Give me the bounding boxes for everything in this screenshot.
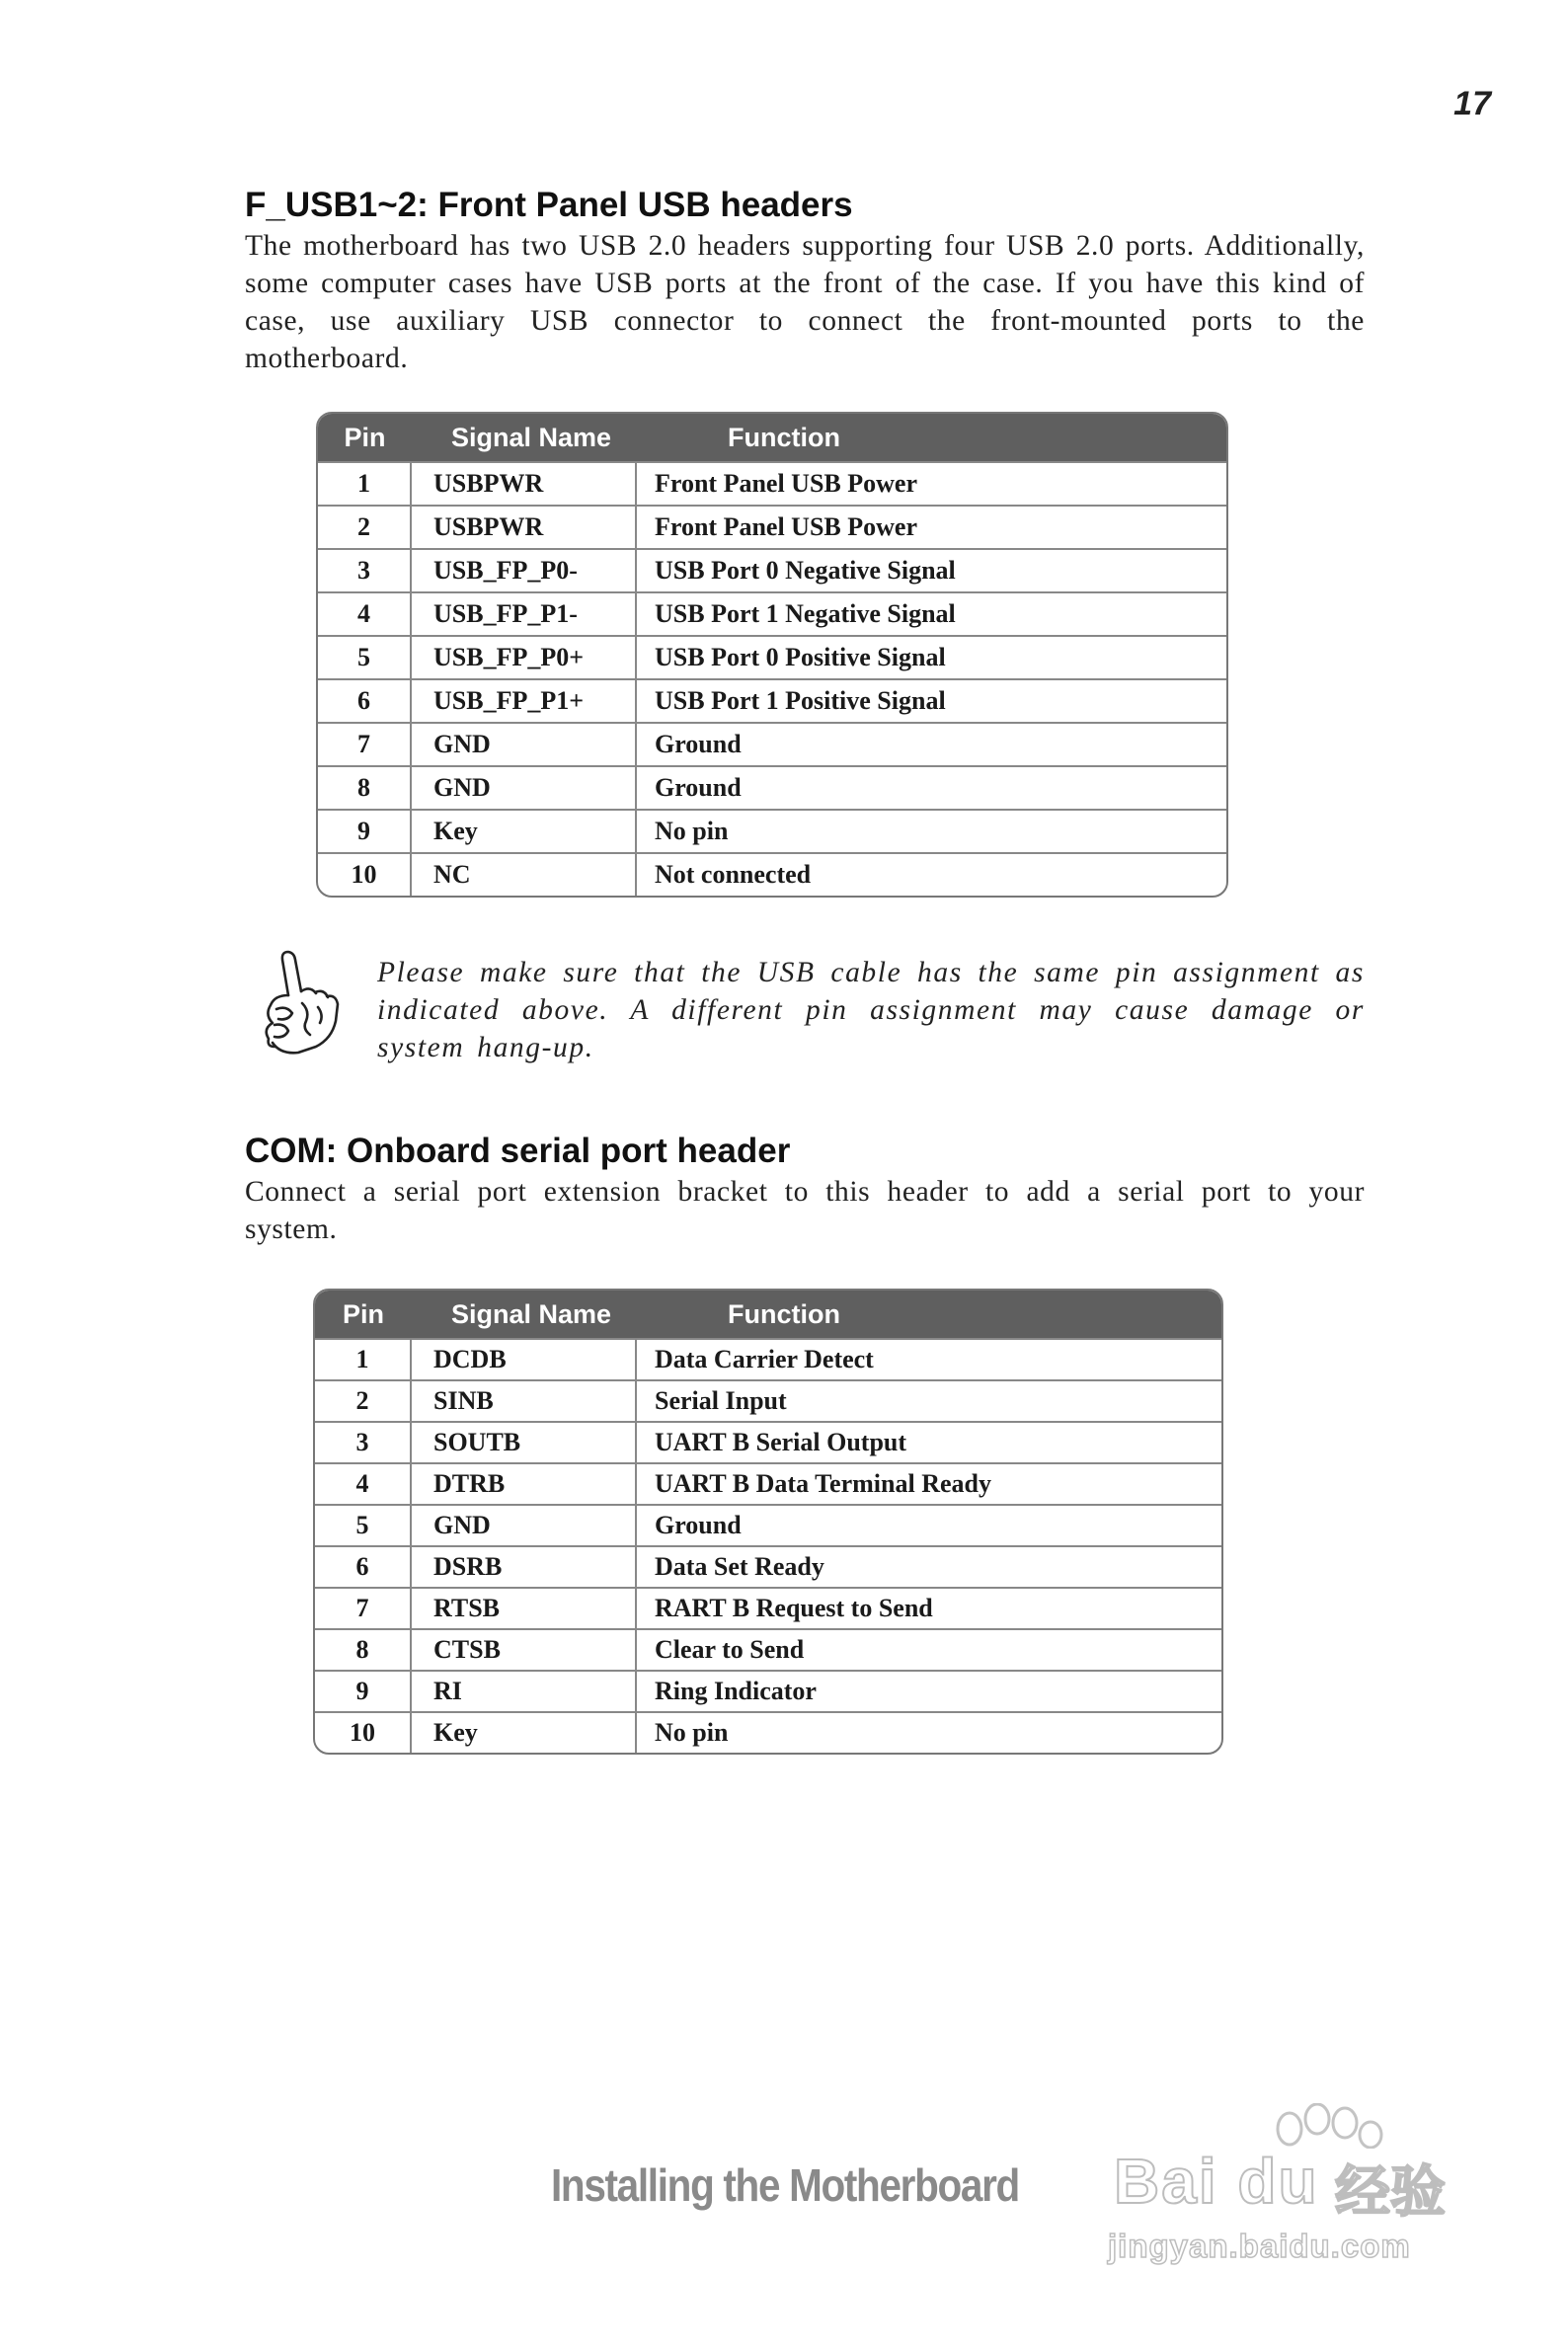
pin-number-cell: 8	[318, 765, 412, 809]
table-row	[315, 1462, 1221, 1504]
table-row	[315, 1379, 1221, 1421]
function-cell: Data Carrier Detect	[637, 1338, 1221, 1379]
table-row	[318, 505, 1226, 548]
signal-name-cell: USB_FP_P0+	[412, 635, 637, 678]
pin-number-cell: 5	[315, 1504, 412, 1545]
pin-number-cell: 7	[315, 1587, 412, 1628]
table-row	[318, 461, 1226, 505]
footer-chapter-title: Installing the Motherboard	[551, 2159, 1019, 2211]
table-row	[318, 635, 1226, 678]
signal-name-cell: DSRB	[412, 1545, 637, 1587]
table-header-row	[315, 1291, 1221, 1338]
function-cell: Data Set Ready	[637, 1545, 1221, 1587]
table-row	[315, 1670, 1221, 1711]
signal-name-cell: GND	[412, 722, 637, 765]
column-header-pin: Pin	[315, 1291, 412, 1338]
pointing-hand-icon	[259, 950, 346, 1057]
table-row	[315, 1587, 1221, 1628]
com-pin-table	[313, 1289, 1223, 1755]
signal-name-cell: GND	[412, 1504, 637, 1545]
pin-number-cell: 6	[318, 678, 412, 722]
table-row	[318, 809, 1226, 852]
function-cell: RART B Request to Send	[637, 1587, 1221, 1628]
signal-name-cell: SINB	[412, 1379, 637, 1421]
function-cell: No pin	[637, 809, 1226, 852]
function-cell: USB Port 0 Positive Signal	[637, 635, 1226, 678]
table-row	[318, 722, 1226, 765]
paw-logo-icon	[1254, 2103, 1402, 2149]
pin-number-cell: 1	[318, 461, 412, 505]
signal-name-cell: USBPWR	[412, 505, 637, 548]
function-cell: Not connected	[637, 852, 1226, 896]
signal-name-cell: USBPWR	[412, 461, 637, 505]
column-header-pin: Pin	[318, 414, 412, 461]
function-cell: Ground	[637, 765, 1226, 809]
table-row	[315, 1338, 1221, 1379]
column-header-signal-name: Signal Name	[412, 414, 637, 461]
pin-number-cell: 1	[315, 1338, 412, 1379]
usb-section-intro: The motherboard has two USB 2.0 headers supporting four USB 2.0 ports. Additionally, some computer cases have USB ports at the front of the case. If you have this kind of case, use auxiliary USB connector to connect the front-mounted ports to the motherboard.	[245, 230, 1365, 374]
watermark-cn-text: 经验	[1335, 2160, 1446, 2223]
pin-number-cell: 8	[315, 1628, 412, 1670]
pin-number-cell: 3	[318, 548, 412, 591]
pin-number-cell: 4	[315, 1462, 412, 1504]
column-header-signal-name: Signal Name	[412, 1291, 637, 1338]
watermark-url-text: jingyan.baidu.com	[1108, 2228, 1411, 2264]
function-cell: USB Port 0 Negative Signal	[637, 548, 1226, 591]
page-number: 17	[1453, 85, 1491, 122]
baidu-watermark	[1106, 2103, 1471, 2281]
table-row	[318, 678, 1226, 722]
function-cell: USB Port 1 Negative Signal	[637, 591, 1226, 635]
pin-number-cell: 7	[318, 722, 412, 765]
table-header-row	[318, 414, 1226, 461]
function-cell: No pin	[637, 1711, 1221, 1753]
function-cell: Front Panel USB Power	[637, 461, 1226, 505]
pin-number-cell: 2	[318, 505, 412, 548]
signal-name-cell: USB_FP_P1+	[412, 678, 637, 722]
pin-number-cell: 10	[318, 852, 412, 896]
usb-pin-table	[316, 412, 1228, 898]
pin-number-cell: 9	[318, 809, 412, 852]
table-row	[318, 765, 1226, 809]
signal-name-cell: SOUTB	[412, 1421, 637, 1462]
pin-number-cell: 5	[318, 635, 412, 678]
usb-section-heading: F_USB1~2: Front Panel USB headers	[245, 186, 853, 224]
table-row	[318, 591, 1226, 635]
signal-name-cell: NC	[412, 852, 637, 896]
table-row	[315, 1504, 1221, 1545]
watermark-logo-text: Bai du	[1114, 2146, 1319, 2217]
column-header-function: Function	[637, 414, 1226, 461]
function-cell: Ground	[637, 722, 1226, 765]
pin-number-cell: 6	[315, 1545, 412, 1587]
usb-note-text: Please make sure that the USB cable has the same pin assignment as indicated above. A different pin assignment may cause damage or system hang-up.	[377, 957, 1365, 1063]
signal-name-cell: DTRB	[412, 1462, 637, 1504]
com-section-heading: COM: Onboard serial port header	[245, 1132, 791, 1170]
signal-name-cell: CTSB	[412, 1628, 637, 1670]
signal-name-cell: RTSB	[412, 1587, 637, 1628]
pin-number-cell: 9	[315, 1670, 412, 1711]
function-cell: Clear to Send	[637, 1628, 1221, 1670]
signal-name-cell: Key	[412, 809, 637, 852]
signal-name-cell: RI	[412, 1670, 637, 1711]
table-row	[315, 1421, 1221, 1462]
pin-number-cell: 3	[315, 1421, 412, 1462]
signal-name-cell: Key	[412, 1711, 637, 1753]
function-cell: Front Panel USB Power	[637, 505, 1226, 548]
pin-number-cell: 10	[315, 1711, 412, 1753]
pin-number-cell: 4	[318, 591, 412, 635]
function-cell: UART B Data Terminal Ready	[637, 1462, 1221, 1504]
function-cell: Ground	[637, 1504, 1221, 1545]
signal-name-cell: USB_FP_P1-	[412, 591, 637, 635]
com-section-intro: Connect a serial port extension bracket to this header to add a serial port to your system.	[245, 1176, 1365, 1245]
column-header-function: Function	[637, 1291, 1221, 1338]
pin-number-cell: 2	[315, 1379, 412, 1421]
table-row	[315, 1628, 1221, 1670]
function-cell: USB Port 1 Positive Signal	[637, 678, 1226, 722]
table-row	[318, 548, 1226, 591]
signal-name-cell: USB_FP_P0-	[412, 548, 637, 591]
table-row	[315, 1711, 1221, 1753]
table-row	[318, 852, 1226, 896]
signal-name-cell: GND	[412, 765, 637, 809]
function-cell: Ring Indicator	[637, 1670, 1221, 1711]
signal-name-cell: DCDB	[412, 1338, 637, 1379]
function-cell: UART B Serial Output	[637, 1421, 1221, 1462]
function-cell: Serial Input	[637, 1379, 1221, 1421]
table-row	[315, 1545, 1221, 1587]
